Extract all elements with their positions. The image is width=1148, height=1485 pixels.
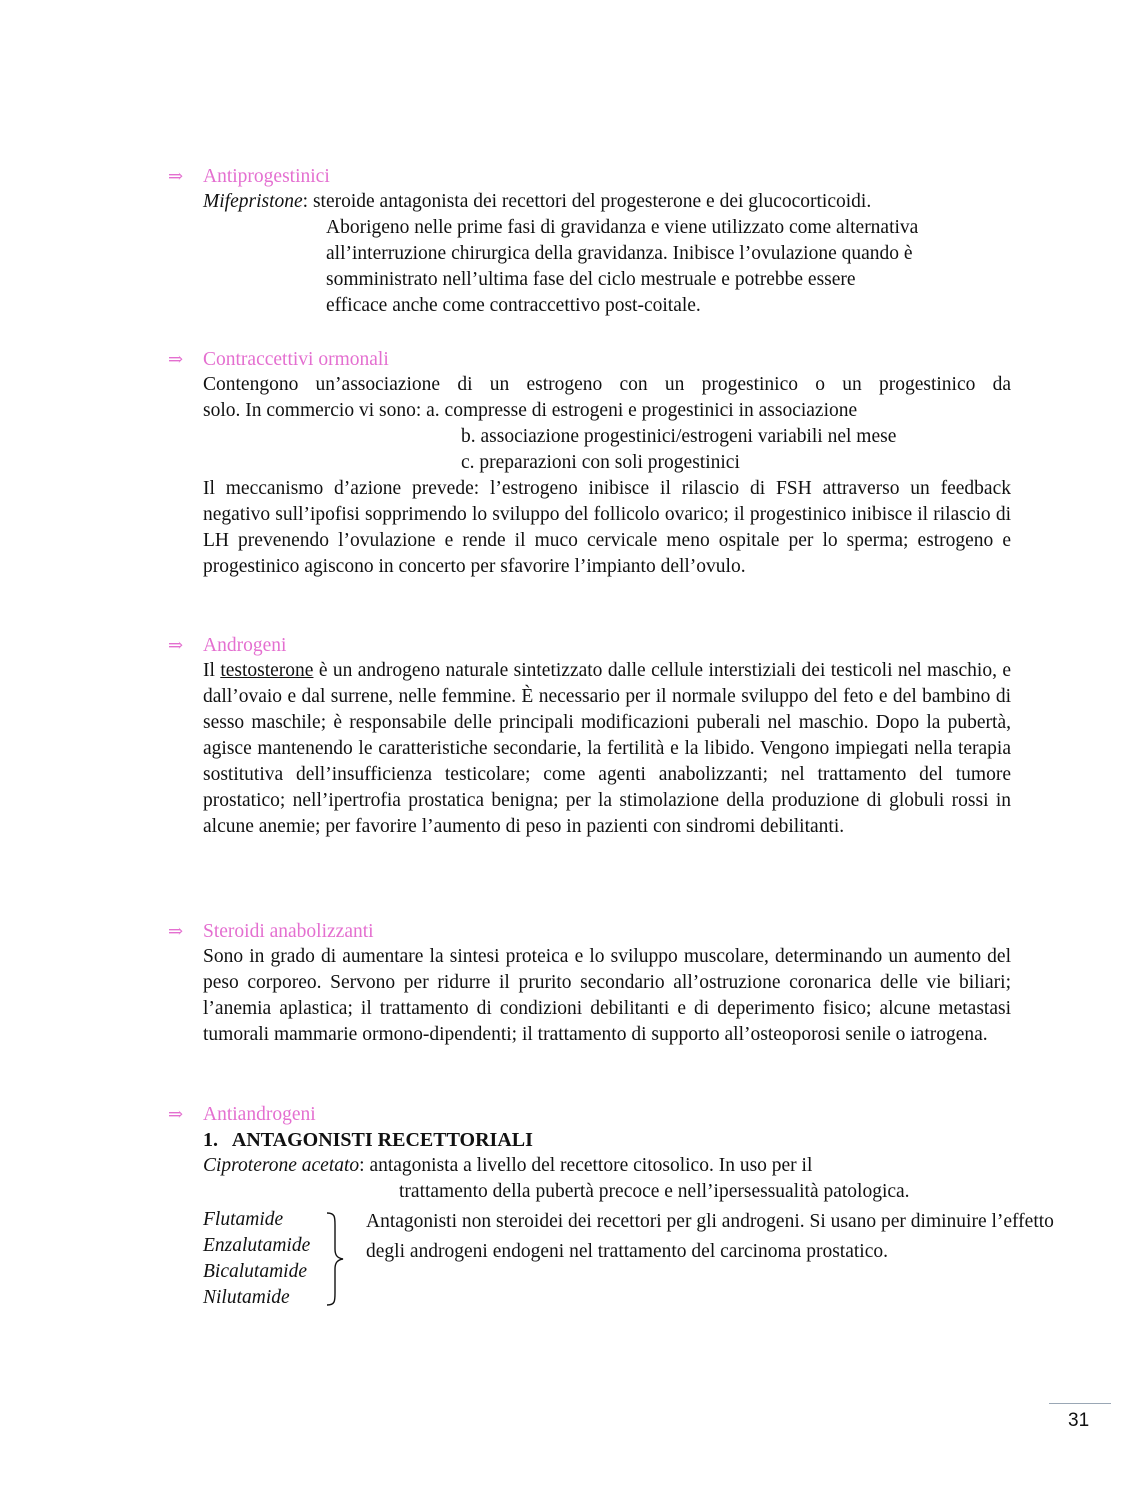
- paragraph: Il meccanismo d’azione prevede: l’estrogeno inibisce il rilascio di FSH attraverso un feedback negativo sull’ipofisi sopprimendo lo sviluppo del follicolo ovarico; il progestinico inibisce il rilascio di LH prevenendo l’ovulazione e rende il muco cervicale meno ospitale per lo sperma; estrogeno e progestinico agiscono in concerto per sfavorire l’impianto dell’ovulo.: [203, 478, 1011, 577]
- section-heading: [168, 163, 1048, 189]
- curly-brace-icon: [325, 1211, 345, 1307]
- text-line: trattamento della pubertà precoce e nell’ipersessualità patologica.: [399, 1181, 910, 1202]
- page-number: 31: [1068, 1410, 1090, 1431]
- drug-item: Bicalutamide: [203, 1261, 307, 1282]
- section-heading: [168, 632, 1048, 658]
- section-antiandrogeni: [168, 1101, 1054, 1315]
- text-line: Contengono un’associazione di un estrogeno con un progestinico o un progestinico da: [203, 374, 1011, 395]
- section-heading: [168, 918, 1048, 944]
- text-line: all’interruzione chirurgica della gravidanza. Inibisce l’ovulazione quando è: [326, 243, 913, 264]
- heading-text: Androgeni: [203, 635, 287, 656]
- section-body: [203, 1127, 1054, 1315]
- paragraph: [203, 658, 1011, 840]
- drug-item: Nilutamide: [203, 1287, 290, 1308]
- section-contraccettivi: [168, 346, 1048, 580]
- drug-name: testosterone: [220, 660, 314, 681]
- subheading: 1. ANTAGONISTI RECETTORIALI: [203, 1129, 533, 1151]
- section-antiprogestinici: [168, 163, 1048, 319]
- text-line: somministrato nell’ultima fase del ciclo mestruale e potrebbe essere: [326, 269, 856, 290]
- paragraph: Sono in grado di aumentare la sintesi proteica e lo sviluppo muscolare, determinando un aumento del peso corporeo. Servono per ridurre il prurito secondario all’ostruzione coronarica delle vie biliari; l’anemia aplastica; il trattamento di condizioni debilitanti e di deperimento fisico; alcune metastasi tumorali mammarie ormono-dipendenti; il trattamento di supporto all’osteoporosi senile o iatrogena.: [203, 946, 1011, 1045]
- text-line: solo. In commercio vi sono: a. compresse di estrogeni e progestinici in associazione: [203, 400, 858, 421]
- heading-text: Antiprogestinici: [203, 166, 330, 187]
- heading-text: Steroidi anabolizzanti: [203, 921, 374, 942]
- heading-text: Contraccettivi ormonali: [203, 349, 389, 370]
- text-line: Aborigeno nelle prime fasi di gravidanza e viene utilizzato come alternativa: [326, 217, 919, 238]
- double-arrow-icon: ⇒: [168, 349, 184, 369]
- double-arrow-icon: ⇒: [168, 1104, 184, 1124]
- drug-description: : steroide antagonista dei recettori del progesterone e dei glucocorticoidi.: [302, 191, 872, 212]
- text-body: è un androgeno naturale sintetizzato dalle cellule interstiziali dei testicoli nel maschio, e dall’ovaio e dal surrene, nelle femmine. È necessario per il normale sviluppo del feto e del bambino di sesso maschile; è responsabile delle principali modificazioni puberali nel maschio. Dopo la pubertà, agisce mantenendo le caratteristiche secondarie, la fertilità e la libido. Vengono impiegati nella terapia sostitutiva dell’insufficienza testicolare; come agenti anabolizzanti; nel trattamento del tumore prostatico; nell’ipertrofia prostatica benigna; per la stimolazione della produzione di globuli rossi in alcune anemie; per favorire l’aumento di peso in pazienti con sindromi debilitanti.: [203, 660, 1011, 837]
- section-steroidi: [168, 918, 1048, 1048]
- mifepristone-line: [203, 189, 1011, 215]
- list-item: c. preparazioni con soli progestinici: [461, 452, 740, 473]
- heading-text: Antiandrogeni: [203, 1104, 316, 1125]
- footer-rule: [1049, 1403, 1111, 1404]
- double-arrow-icon: ⇒: [168, 166, 184, 186]
- drug-name: Ciproterone acetato: [203, 1155, 360, 1176]
- text-intro: Il: [203, 660, 215, 681]
- section-androgeni: [168, 632, 1048, 840]
- drug-name: Mifepristone: [203, 191, 303, 212]
- text-line: efficace anche come contraccettivo post-coitale.: [326, 295, 701, 316]
- nonsteroidal-antagonists-block: [203, 1207, 1054, 1315]
- double-arrow-icon: ⇒: [168, 921, 184, 941]
- section-heading: [168, 1101, 1048, 1127]
- drug-description: Antagonisti non steroidei dei recettori per gli androgeni. Si usano per diminuire l’effetto degli androgeni endogeni nel trattamento del carcinoma prostatico.: [366, 1211, 1054, 1262]
- drug-item: Enzalutamide: [203, 1235, 311, 1256]
- list-item: b. associazione progestinici/estrogeni variabili nel mese: [461, 426, 897, 447]
- section-body: [203, 189, 1011, 319]
- ciproterone-line: [203, 1153, 1011, 1179]
- drug-item: Flutamide: [203, 1209, 284, 1230]
- drug-description: : antagonista a livello del recettore citosolico. In uso per il: [359, 1155, 813, 1176]
- section-heading: [168, 346, 1048, 372]
- drug-list: [203, 1207, 310, 1311]
- section-body: [203, 372, 1011, 580]
- double-arrow-icon: ⇒: [168, 635, 184, 655]
